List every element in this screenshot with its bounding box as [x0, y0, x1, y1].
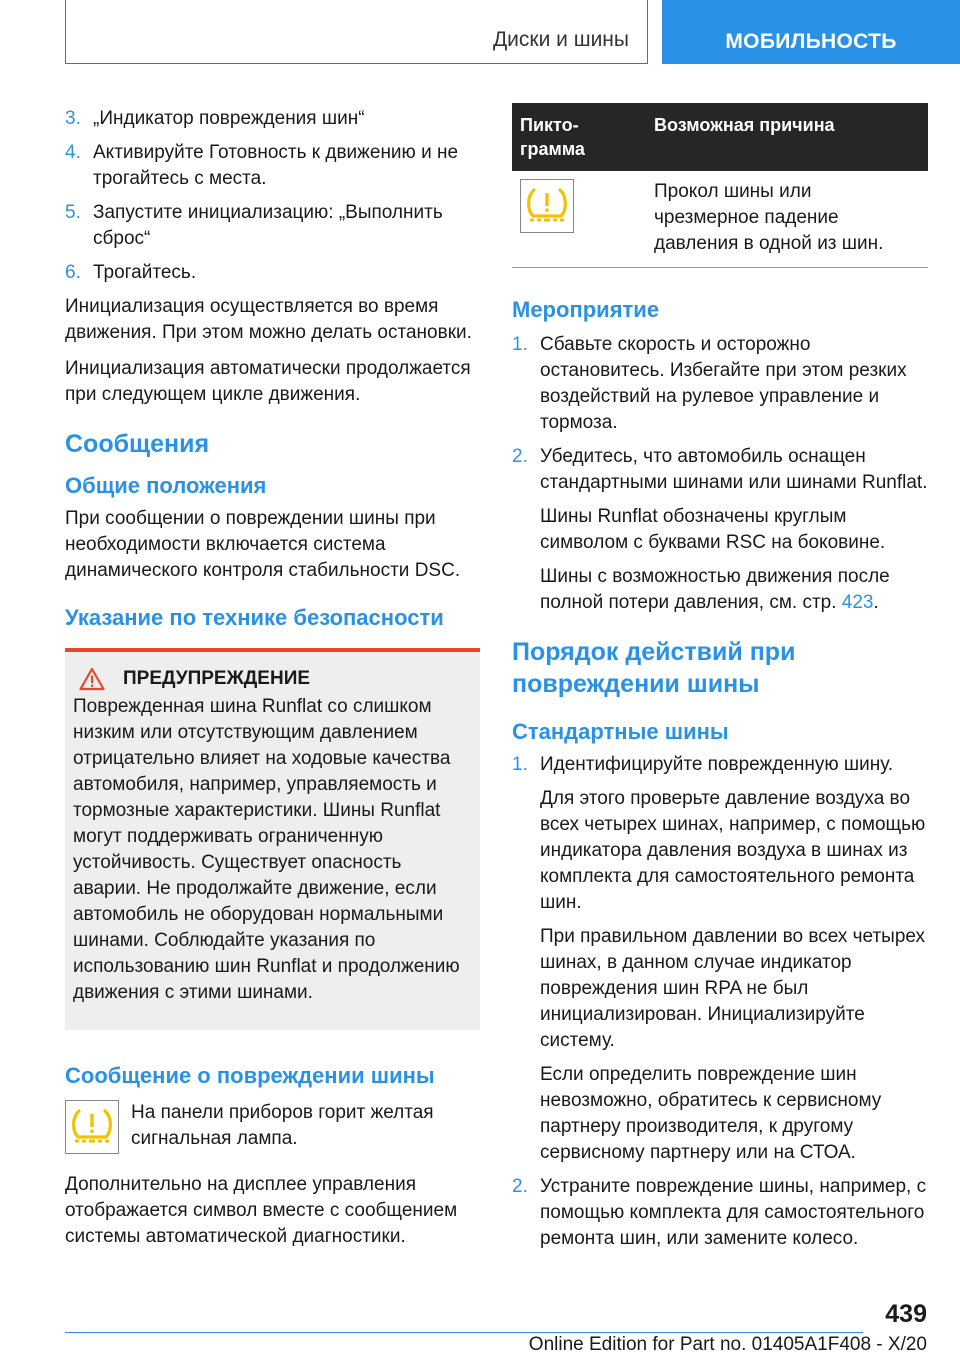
heading-safety: Указание по технике безопасности — [65, 605, 444, 630]
heading-procedure: Порядок действий при повреждении шины — [512, 638, 796, 698]
procedure-sub-1: Для этого проверьте давление воздуха во всех четырех шинах, например, с помощью индикатора давления воздуха в шинах из комплекта для самостоятельного ремонта шин. — [540, 788, 926, 913]
procedure-list-1 — [512, 752, 928, 778]
header-section-box — [65, 0, 648, 64]
heading-standard-tires: Стандартные шины — [512, 719, 729, 744]
heading-messages: Сообщения — [65, 430, 210, 458]
warning-text: Поврежденная шина Runflat со слишком низким или отсутствующим давлением отрицательно влияет на ходовые качества автомобиля, например, управляемость и тормозные характеристики. Шины Runflat могут поддерживать ограниченную устойчивость. Существует опасность аварии. Не продолжайте движение, если автомобиль не оборудован нормальными шинами. Соблюдайте указания по использованию шин Runflat и продолжению движения с этими шинами. — [73, 696, 460, 1003]
lamp-text: На панели приборов горит желтая сигнальная лампа. — [131, 1102, 434, 1149]
table-header-cause: Возможная причина — [646, 103, 928, 171]
list-item: 2. Устраните повреждение шины, например, с помощью комплекта для самостоятельного ремонта шин, или замените колесо. — [512, 1176, 927, 1249]
pictogram-table — [512, 103, 928, 268]
list-item: 4. Активируйте Готовность к движению и не трогайтесь с места. — [65, 142, 459, 189]
list-item: 2. Убедитесь, что автомобиль оснащен стандартными шинами или шинами Runflat. — [512, 446, 928, 493]
list-item: 5. Запустите инициализацию: „Выполнить сброс“ — [65, 202, 443, 249]
measures-list — [512, 332, 928, 496]
procedure-list-2 — [512, 1174, 928, 1252]
page-number: 439 — [885, 1300, 927, 1328]
general-paragraph: При сообщении о повреждении шины при необходимости включается система динамического контроля стабильности DSC. — [65, 508, 461, 581]
procedure-sub-2: При правильном давлении во всех четырех шинах, в данном случае индикатор повреждения шин RPA не был инициализирован. Инициализируйте систему. — [540, 926, 926, 1051]
list-item: 1. Сбавьте скорость и осторожно остановитесь. Избегайте при этом резких воздействий на рулевое управление и тормоза. — [512, 334, 907, 433]
warning-triangle-icon — [79, 667, 105, 691]
list-item: 6. Трогайтесь. — [65, 262, 197, 283]
measure-sub-1: Шины Runflat обозначены круглым символом с буквами RSC на боковине. — [540, 506, 886, 553]
tire-pressure-warning-icon — [65, 1100, 119, 1154]
list-item: 1. Идентифицируйте поврежденную шину. — [512, 754, 894, 775]
footer-edition: Online Edition for Part no. 01405A1F408 - X/20 — [528, 1334, 927, 1355]
procedure-sub-3: Если определить повреждение шин невозможно, обратитесь к сервисному партнеру производителя, к другому сервисному партнеру или на СТОА. — [540, 1064, 882, 1163]
heading-measure: Мероприятие — [512, 297, 660, 322]
init-paragraph-2: Инициализация автоматически продолжается при следующем цикле движения. — [65, 358, 471, 405]
warning-title: ПРЕДУПРЕЖДЕНИЕ — [123, 668, 311, 689]
left-column — [65, 106, 480, 1260]
table-row — [512, 171, 928, 268]
display-text: Дополнительно на дисплее управления отображается символ вместе с сообщением системы автоматической диагностики. — [65, 1174, 458, 1247]
init-steps-list — [65, 106, 480, 286]
list-item: 3. „Индикатор повреждения шин“ — [65, 108, 365, 129]
table-header-row — [512, 103, 928, 171]
table-cause-cell: Прокол шины или чрезмерное падение давления в одной из шин. — [646, 171, 928, 268]
header-chapter-tab[interactable]: МОБИЛЬНОСТЬ — [662, 0, 960, 64]
header-section-title: Диски и шины — [492, 28, 629, 51]
warning-box — [65, 648, 480, 1030]
heading-tire-message: Сообщение о повреждении шины — [65, 1063, 435, 1088]
heading-general: Общие положения — [65, 473, 267, 498]
page-link[interactable]: 423 — [841, 592, 874, 613]
tire-pressure-warning-icon — [520, 179, 574, 233]
right-column — [512, 103, 928, 1260]
measure-sub-2: Шины с возможностью движения после полной потери давления, см. стр. 423. — [540, 566, 890, 613]
footer-divider — [65, 1332, 863, 1333]
table-header-pictogram: Пикто-грамма — [512, 103, 646, 171]
init-paragraph-1: Инициализация осуществляется во время движения. При этом можно делать остановки. — [65, 296, 472, 343]
